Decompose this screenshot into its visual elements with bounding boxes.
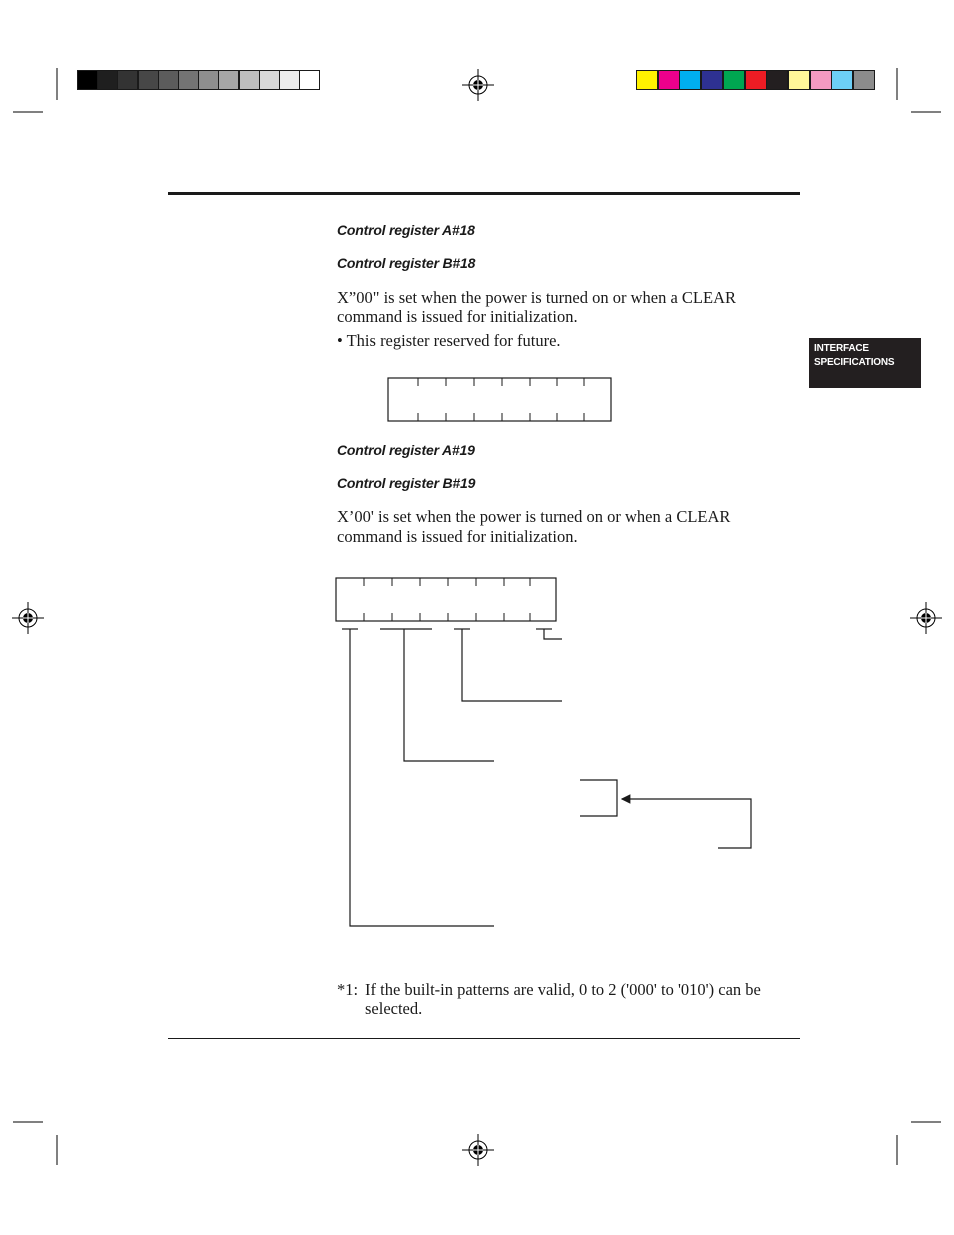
color-swatch [299,70,320,90]
registration-mark-bottom [462,1134,494,1166]
registration-mark-left [12,602,44,634]
color-swatch [97,70,118,90]
arrow-leader [622,799,751,848]
footnote-marker: *1: [337,980,359,999]
heading-control-register-b19: Control register B#19 [337,475,476,491]
color-swatch [853,70,875,90]
leader-bit7-path [350,629,494,926]
register-box [336,578,556,621]
footnote-line2: selected. [365,999,423,1018]
color-swatch [701,70,723,90]
color-swatch [158,70,179,90]
color-swatch [138,70,159,90]
color-swatch [77,70,98,90]
footnote-line1: If the built-in patterns are valid, 0 to 2 ('000' to '010') can be [365,980,761,999]
footer-rule [168,1038,800,1039]
color-swatch [658,70,680,90]
leader-bit0-path [544,629,562,639]
heading-control-register-a18: Control register A#18 [337,222,475,238]
color-swatch [831,70,853,90]
color-swatch [636,70,658,90]
register-18-bit-diagram [387,377,613,425]
color-swatch [117,70,138,90]
color-swatch [239,70,260,90]
color-swatch [745,70,767,90]
color-swatch [679,70,701,90]
bracket [580,780,617,816]
color-swatch [279,70,300,90]
color-swatch [259,70,280,90]
heading-control-register-a19: Control register A#19 [337,442,475,458]
header-rule [168,192,800,195]
heading-control-register-b18: Control register B#18 [337,255,476,271]
color-swatch [198,70,219,90]
leader-bits45-path [404,629,494,761]
paragraph-18-line2: command is issued for initialization. [337,307,578,326]
side-tab-line1: INTERFACE [814,343,869,354]
color-swatch [810,70,832,90]
paragraph-19-line2: command is issued for initialization. [337,527,578,546]
bullet-reserved: • This register reserved for future. [337,331,561,350]
paragraph-19-line1: X’00' is set when the power is turned on or when a CLEAR [337,507,731,526]
color-swatch [788,70,810,90]
register-19-bit-diagram [330,570,770,940]
side-tab-line2: SPECIFICATIONS [814,357,895,368]
registration-mark-top [462,69,494,101]
color-swatch [766,70,788,90]
paragraph-18-line1: X”00" is set when the power is turned on or when a CLEAR [337,288,736,307]
color-swatch [218,70,239,90]
color-swatch [178,70,199,90]
color-swatch [723,70,745,90]
side-tab [809,338,921,388]
registration-mark-right [910,602,942,634]
leader-bit2-path [462,629,562,701]
